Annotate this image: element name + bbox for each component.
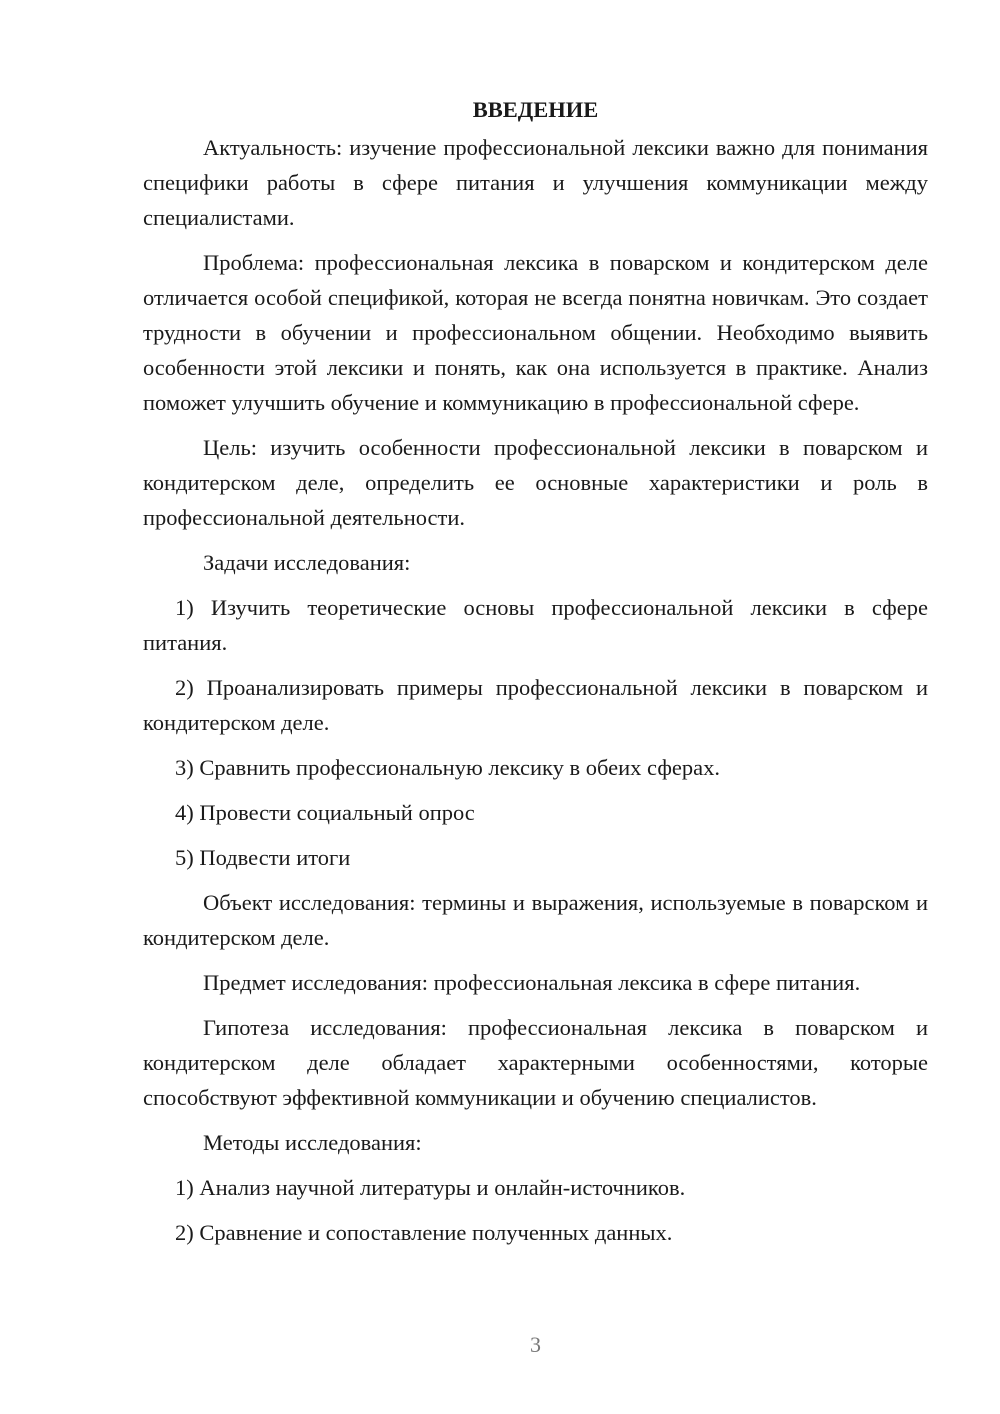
hypothesis-paragraph: Гипотеза исследования: профессиональная лексика в поварском и кондитерском деле обладает характерными особенностями, которые способствуют эффективной коммуникации и обучению специалистов.: [143, 1015, 928, 1110]
section-title: ВВЕДЕНИЕ: [472, 97, 599, 122]
problem-paragraph: Проблема: профессиональная лексика в поварском и кондитерском деле отличается особой спецификой, которая не всегда понятна новичкам. Это создает трудности в обучении и профессиональном общении. Необходимо выявить особенности этой лексики и понять, как она используется в практике. Анализ поможет улучшить обучение и коммуникацию в профессиональной сфере.: [143, 250, 928, 415]
method-item-1: 1) Анализ научной литературы и онлайн-источников.: [175, 1175, 686, 1200]
task-item-1: 1) Изучить теоретические основы профессиональной лексики в сфере питания.: [143, 595, 928, 655]
task-item-4: 4) Провести социальный опрос: [175, 800, 475, 825]
method-item-2: 2) Сравнение и сопоставление полученных данных.: [175, 1220, 673, 1245]
page-number: 3: [530, 1332, 541, 1357]
tasks-heading: Задачи исследования:: [203, 550, 411, 575]
relevance-paragraph: Актуальность: изучение профессиональной лексики важно для понимания специфики работы в сфере питания и улучшения коммуникации между специалистами.: [143, 135, 928, 230]
task-item-3: 3) Сравнить профессиональную лексику в обеих сферах.: [175, 755, 720, 780]
object-paragraph: Объект исследования: термины и выражения, используемые в поварском и кондитерском деле.: [143, 890, 928, 950]
task-item-2: 2) Проанализировать примеры профессиональной лексики в поварском и кондитерском деле.: [143, 675, 928, 735]
methods-heading: Методы исследования:: [203, 1130, 422, 1155]
task-item-5: 5) Подвести итоги: [175, 845, 351, 870]
document-page: [143, 92, 928, 1260]
goal-paragraph: Цель: изучить особенности профессиональной лексики в поварском и кондитерском деле, определить ее основные характеристики и роль в профессиональной деятельности.: [143, 435, 928, 530]
subject-paragraph: Предмет исследования: профессиональная лексика в сфере питания.: [203, 970, 861, 995]
